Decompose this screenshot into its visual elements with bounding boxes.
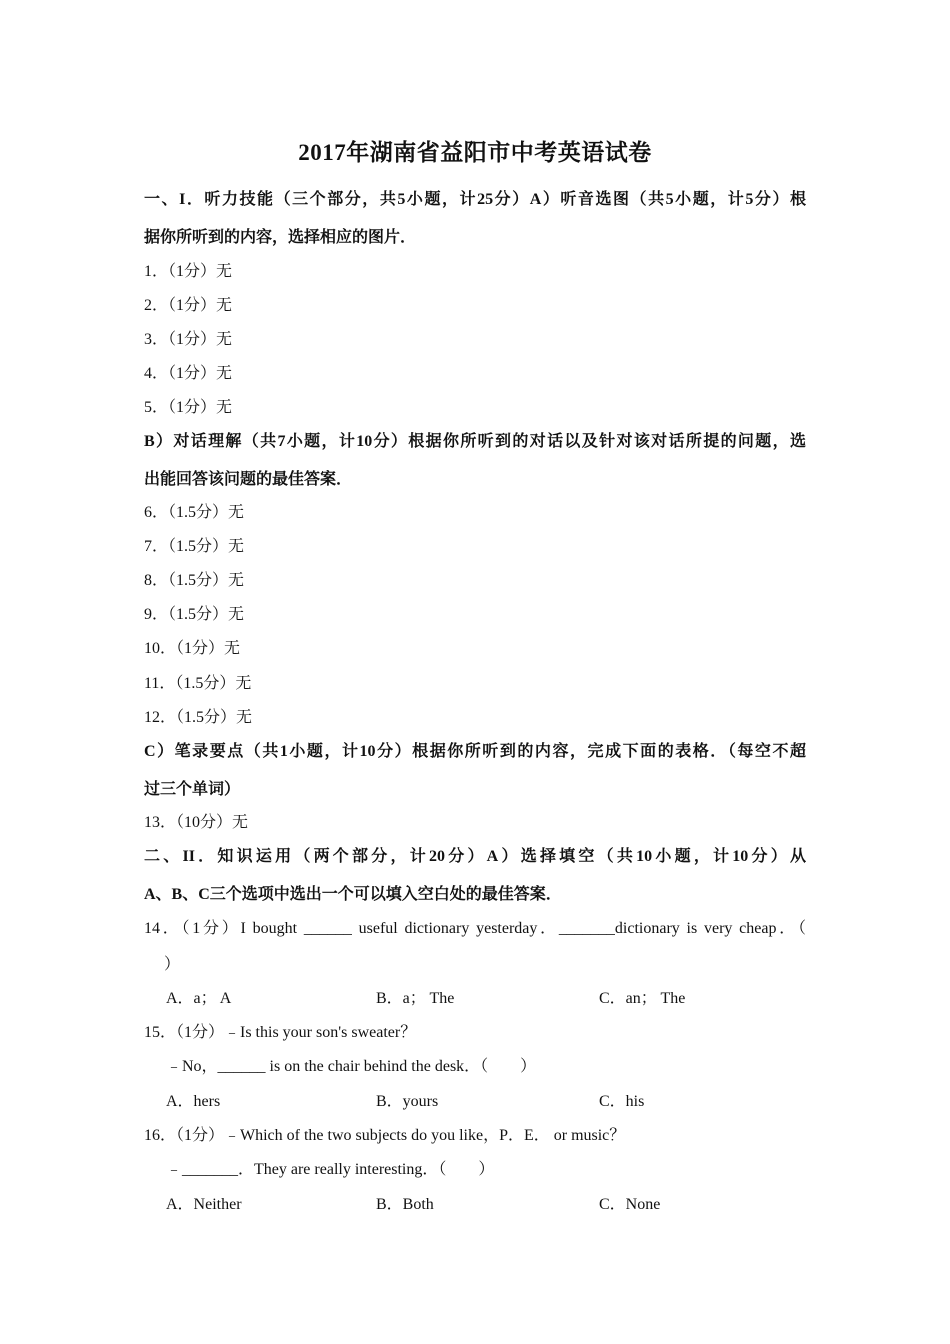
list-item: 13．（10分）无 bbox=[144, 814, 249, 831]
question-14-cont: ） bbox=[164, 956, 181, 973]
list-item: 9．（1.5分）无 bbox=[144, 606, 245, 623]
part-c-heading-line2: 过三个单词） bbox=[144, 781, 241, 798]
list-item: 11．（1.5分）无 bbox=[144, 675, 252, 692]
list-item: 1．（1分）无 bbox=[144, 263, 233, 280]
question-16-option-c: C．None bbox=[599, 1196, 661, 1213]
list-item: 2．（1分）无 bbox=[144, 297, 233, 314]
list-item: 6．（1.5分）无 bbox=[144, 504, 245, 521]
question-15-option-a: A．hers bbox=[166, 1093, 221, 1110]
list-item: 3．（1分）无 bbox=[144, 331, 233, 348]
question-14-option-b: B．a； The bbox=[376, 990, 455, 1007]
section2-heading-line1: 二、II．知识运用（两个部分，计20分）A）选择填空（共10小题，计10分）从 bbox=[144, 848, 806, 865]
question-16-option-a: A．Neither bbox=[166, 1196, 242, 1213]
section1-heading-line2: 据你所听到的内容，选择相应的图片． bbox=[144, 229, 417, 246]
section2-heading-line2: A、B、C三个选项中选出一个可以填入空白处的最佳答案． bbox=[144, 886, 562, 903]
question-16-option-b: B．Both bbox=[376, 1196, 434, 1213]
list-item: 5．（1分）无 bbox=[144, 399, 233, 416]
section1-heading-line1: 一、I．听力技能（三个部分，共5小题，计25分）A）听音选图（共5小题，计5分）根 bbox=[144, 191, 806, 208]
list-item: 4．（1分）无 bbox=[144, 365, 233, 382]
question-15-option-c: C．his bbox=[599, 1093, 645, 1110]
question-14-option-a: A．a； A bbox=[166, 990, 232, 1007]
question-15-option-b: B．yours bbox=[376, 1093, 439, 1110]
question-16-stem: 16．（1分）﹣Which of the two subjects do you like，P．E． or music？ bbox=[144, 1127, 626, 1144]
question-15-stem: 15．（1分）﹣Is this your son's sweater？ bbox=[144, 1024, 417, 1041]
question-14-stem: 14．（1分）I bought ______ useful dictionary yesterday．_______dictionary is very cheap．（ bbox=[144, 920, 806, 937]
list-item: 12．（1.5分）无 bbox=[144, 709, 253, 726]
part-b-heading-line1: B）对话理解（共7小题，计10分）根据你所听到的对话以及针对该对话所提的问题，选 bbox=[144, 433, 806, 450]
list-item: 7．（1.5分）无 bbox=[144, 538, 245, 555]
question-15-cont: ﹣No，______ is on the chair behind the desk．（ ） bbox=[166, 1058, 537, 1075]
question-14-option-c: C．an； The bbox=[599, 990, 686, 1007]
page-title: 2017年湖南省益阳市中考英语试卷 bbox=[298, 140, 652, 165]
part-b-heading-line2: 出能回答该问题的最佳答案． bbox=[144, 471, 353, 488]
list-item: 10．（1分）无 bbox=[144, 640, 241, 657]
list-item: 8．（1.5分）无 bbox=[144, 572, 245, 589]
part-c-heading-line1: C）笔录要点（共1小题，计10分）根据你所听到的内容，完成下面的表格．（每空不超 bbox=[144, 743, 806, 760]
question-16-cont: ﹣_______．They are really interesting．（ ） bbox=[166, 1161, 495, 1178]
